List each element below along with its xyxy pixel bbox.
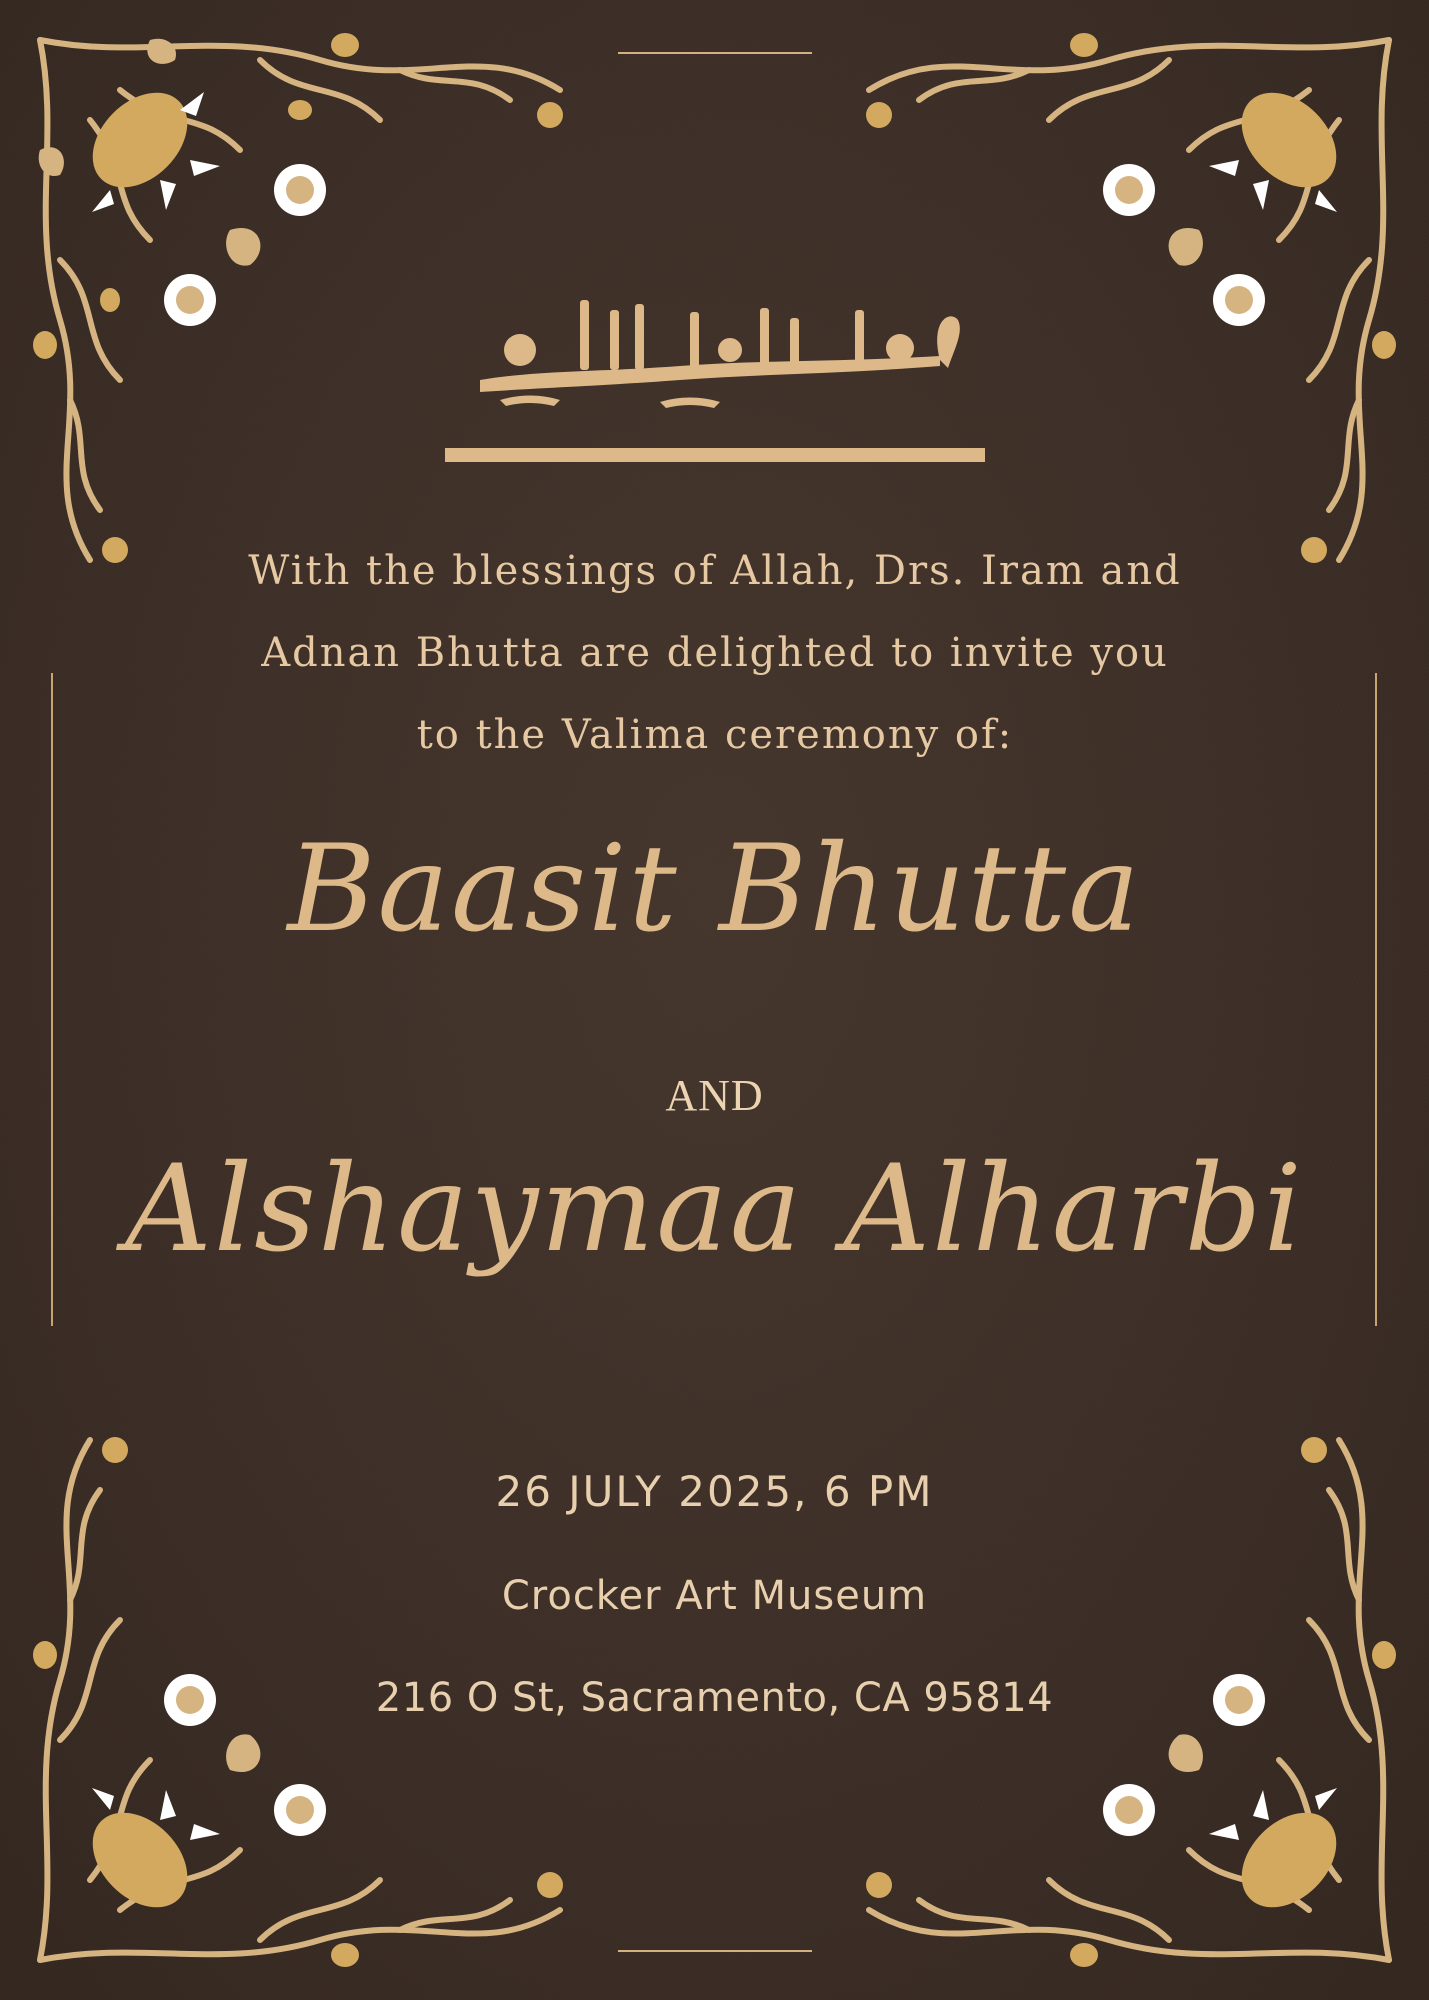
event-venue: Crocker Art Museum [501,1573,928,1619]
invitation-intro [180,530,1250,776]
bride-name: Alshaymaa Alharbi [125,1140,1304,1279]
ornamental-bar [445,448,985,462]
bottom-divider [618,1950,812,1952]
intro-line: With the blessings of Allah, Drs. Iram and [248,548,1182,594]
event-address: 216 O St, Sacramento, CA 95814 [375,1675,1054,1721]
event-date-time: 26 JULY 2025, 6 PM [495,1467,934,1516]
right-border-rule [1375,673,1377,1326]
conjunction-text: AND [665,1071,764,1120]
bismillah-calligraphy [460,290,970,410]
groom-name: Baasit Bhutta [287,820,1142,959]
intro-line: to the Valima ceremony of: [416,712,1014,758]
left-border-rule [51,673,53,1326]
intro-line: Adnan Bhutta are delighted to invite you [261,630,1169,676]
top-divider [618,52,812,54]
